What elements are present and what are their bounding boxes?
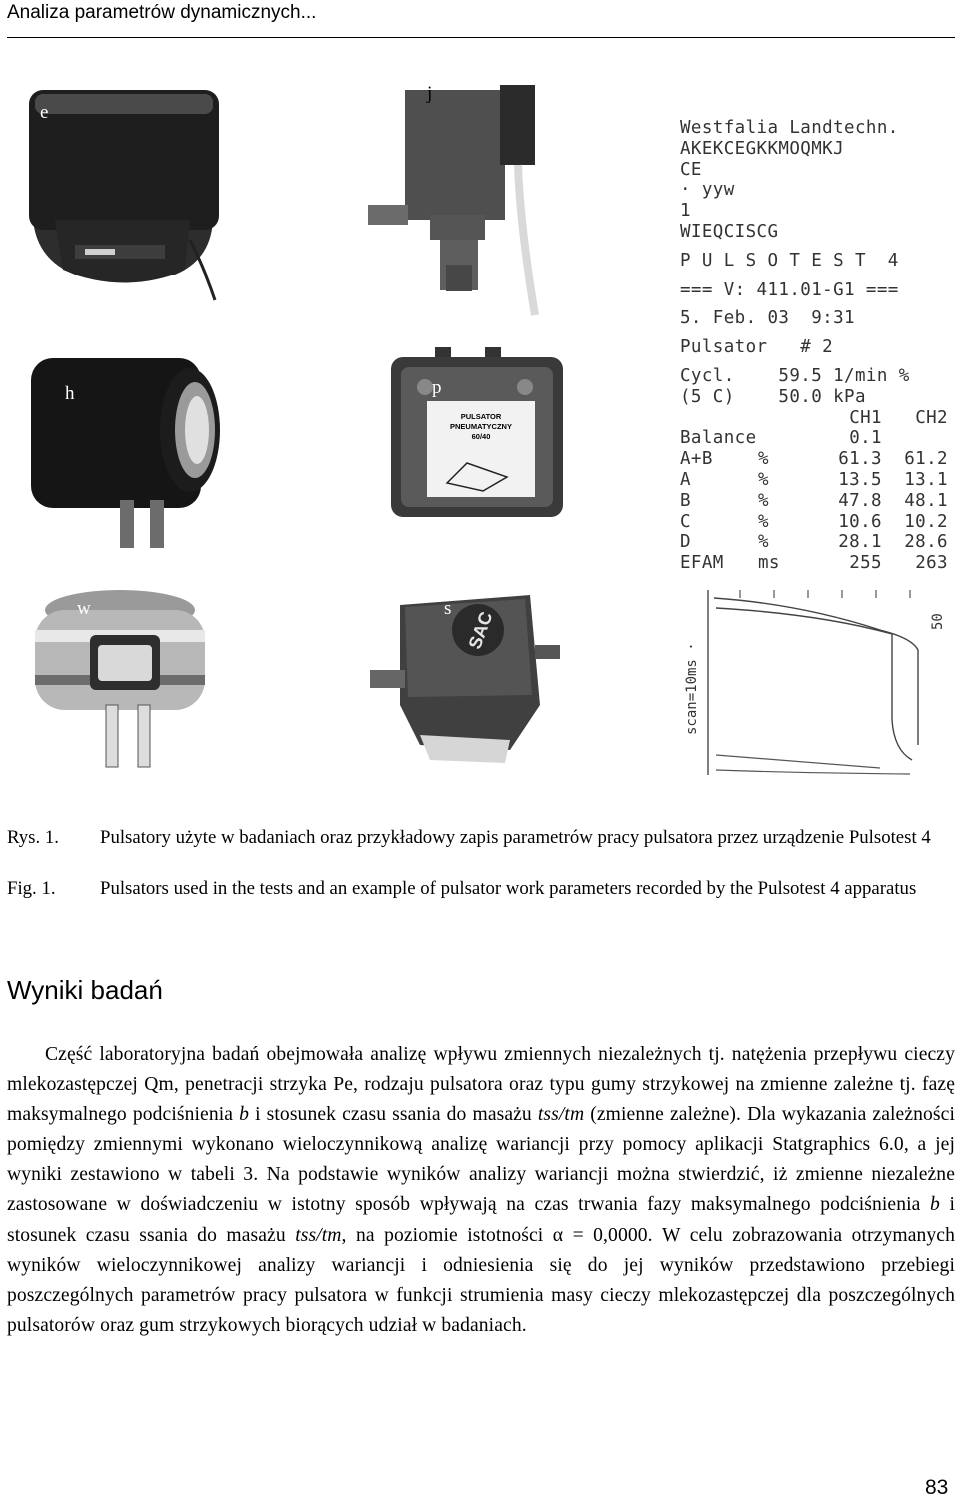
printout-param-row [680, 491, 952, 512]
printout-cell-name: Balance [680, 428, 757, 449]
printout-line: WIEQCISCG [680, 221, 779, 242]
printout-cell-ch2: 263 [915, 553, 948, 574]
printout-cell-name: B [680, 490, 691, 511]
printout-cell-ch1: 28.1 [838, 532, 882, 553]
printout-param-row [680, 428, 952, 449]
printout-cell-name: C [680, 511, 691, 532]
printout-cell-ch2: 61.2 [904, 449, 948, 470]
printout-cell-name: EFAM [680, 553, 724, 574]
printout-line: 1 [680, 201, 691, 222]
caption-label-pl: Rys. 1. [7, 827, 59, 848]
printout-line: · yyw [680, 180, 735, 201]
printout-param-row [680, 512, 952, 533]
photo-label-p: p [432, 377, 442, 398]
photo-label-s: s [444, 598, 452, 619]
printout-cell-ch2: 10.2 [904, 511, 948, 532]
printout-param-row [680, 532, 952, 553]
printout-cell-name: A+B [680, 449, 713, 470]
printout-cell-ch2: 28.6 [904, 532, 948, 553]
printout-cell-name: A [680, 469, 691, 490]
caption-text-en: Pulsators used in the tests and an example of pulsator work parameters recorded by the Pulsotest 4 apparatus [100, 878, 917, 899]
pulsator-photo-j [360, 75, 560, 320]
printout-line: CE [680, 159, 702, 180]
pulsator-photo-w [20, 585, 220, 775]
printout-cell-unit: % [758, 490, 769, 511]
printout-cell-unit: % [758, 511, 769, 532]
running-header: Analiza parametrów dynamicznych... [7, 2, 317, 23]
pulsotest-printout [680, 118, 952, 574]
printout-line: 5. Feb. 03 9:31 [680, 308, 855, 329]
body-paragraph: Część laboratoryjna badań obejmowała analizę wpływu zmiennych niezależnych tj. natężenia przepływu cieczy mlekozastępczej Qm, penetracji strzyka Pe, rodzaju pulsatora oraz typu gumy strzykowej na zmienne zależne tj. fazę maksymalnego podciśnienia b i stosunek czasu ssania do masażu tss/tm (zmienne zależne). Dla wykazania zależności pomiędzy zmiennymi wykonano wieloczynnikową analizę wariancji przy pomocy aplikacji Statgraphics 6.0, a jej wyniki zestawiono w tabeli 3. Na podstawie wyników analizy wariancji można stwierdzić, iż zmienne niezależne zastosowane w doświadczeniu w istotny sposób wpływają na czas trwania fazy maksymalnego podciśnienia b i stosunek czasu ssania do masażu tss/tm, na poziomie istotności α = 0,0000. W celu zobrazowania otrzymanych wyników wieloczynnikowej analizy wariancji i odniesienia się do jej wyników przedstawiono przebiegi poszczególnych parametrów pracy pulsatora w funkcji strumienia masy cieczy mlekozastępczej dla poszczególnych pulsatorów oraz gum strzykowych biorących udział w badaniach. [7, 1044, 955, 1336]
printout-cell-ch2: 48.1 [904, 490, 948, 511]
printout-cell-unit: ms [758, 553, 780, 574]
printout-cell-ch1: 47.8 [838, 490, 882, 511]
printout-cell-name: D [680, 532, 691, 553]
printout-cell-ch1: 0.1 [849, 428, 882, 449]
printout-line: Westfalia Landtechn. [680, 118, 899, 138]
header-rule [7, 37, 955, 38]
wave-right-label: 50 [930, 613, 946, 630]
printout-line: Cycl. 59.5 1/min % [680, 365, 910, 386]
printout-line: (5 C) 50.0 kPa [680, 386, 866, 407]
photo-label-w: w [77, 598, 91, 619]
pulsator-photo-h [25, 350, 225, 555]
pulsation-waveform [680, 590, 950, 775]
pulsator-p-label-text: PULSATOR PNEUMATYCZNY 60/40 [450, 412, 512, 441]
printout-cell-unit [758, 428, 812, 449]
page-number: 83 [925, 1476, 949, 1499]
printout-line: P U L S O T E S T 4 [680, 250, 899, 271]
wave-scan-label: scan=10ms · [684, 642, 700, 735]
printout-channel-header: CH1 CH2 [849, 407, 948, 428]
photo-label-h: h [65, 383, 75, 404]
printout-param-row [680, 470, 952, 491]
printout-cell-ch1: 61.3 [838, 449, 882, 470]
printout-line: AKEKCEGKKMOQMKJ [680, 138, 845, 159]
printout-cell-ch1: 13.5 [838, 469, 882, 490]
printout-line: === V: 411.01-G1 === [680, 279, 899, 300]
photo-label-e: e [40, 102, 49, 123]
printout-cell-unit: % [758, 449, 769, 470]
photo-label-j: j [427, 83, 433, 104]
printout-cell-ch2: 13.1 [904, 469, 948, 490]
printout-param-row [680, 449, 952, 470]
printout-cell-ch2 [882, 428, 948, 449]
printout-cell-unit: % [758, 469, 769, 490]
caption-text-pl: Pulsatory użyte w badaniach oraz przykładowy zapis parametrów pracy pulsatora przez urządzenie Pulsotest 4 [100, 827, 931, 848]
printout-cell-ch1: 10.6 [838, 511, 882, 532]
pulsator-s-brand: SAC [464, 609, 497, 652]
figure-caption-en [7, 874, 957, 934]
printout-line: Pulsator # 2 [680, 337, 834, 358]
pulsator-photo-s [360, 585, 570, 765]
printout-param-row [680, 553, 952, 574]
caption-label-en: Fig. 1. [7, 878, 56, 899]
section-heading: Wyniki badań [7, 975, 163, 1005]
printout-cell-ch1: 255 [849, 553, 882, 574]
printout-cell-unit: % [758, 532, 769, 553]
